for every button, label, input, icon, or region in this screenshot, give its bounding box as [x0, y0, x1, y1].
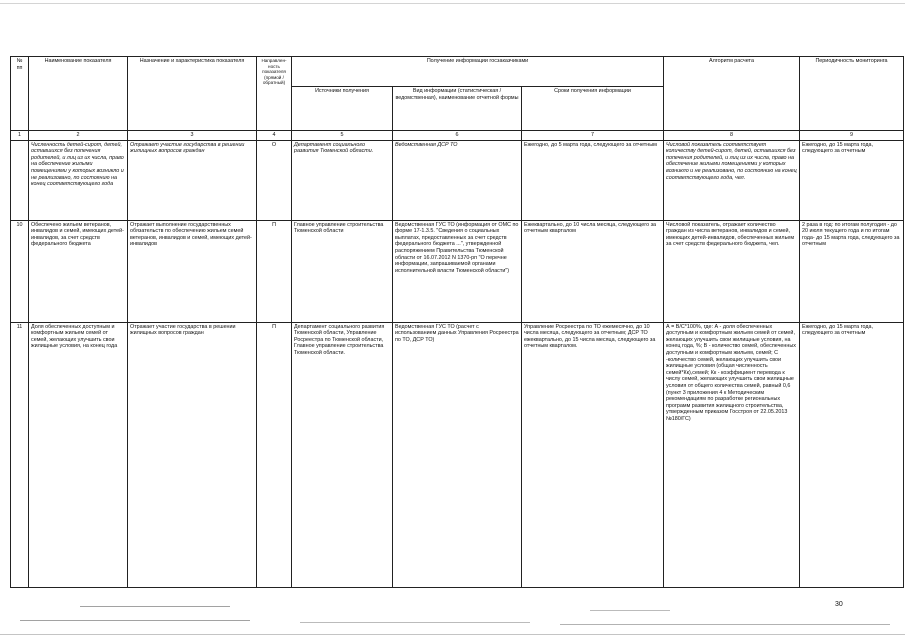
monitoring-periodicity: 2 раза в год: по итогам полугодия - до 20 июля текущего года и по итогам года- до 15 марта года, следующего за отчетным [800, 220, 904, 322]
header-info-terms: Сроки получения информации [522, 87, 664, 131]
scan-artifact [300, 622, 530, 623]
row-number: 10 [11, 220, 29, 322]
scan-artifact [80, 606, 230, 607]
info-terms: Ежегодно, до 5 марта года, следующего за отчетным [522, 140, 664, 220]
info-source: Департамент социального развития Тюменской области. [292, 140, 393, 220]
header-periodicity: Периодичность мониторинга [800, 57, 904, 131]
indicator-purpose: Отражает выполнение государственных обязательств по обеспечению жильем семей ветеранов, инвалидов и семей, имеющих детей-инвалидов [128, 220, 257, 322]
header-no: № пп [11, 57, 29, 131]
scan-artifact [590, 610, 670, 611]
header-direction: Направлен-ность показателя (прямой / обратный) [257, 57, 292, 131]
column-number: 1 [11, 131, 29, 141]
indicator-purpose: Отражает участие государства в решении жилищных вопросов граждан [128, 140, 257, 220]
column-number: 5 [292, 131, 393, 141]
header-purpose: Назначение и характеристика показателя [128, 57, 257, 131]
column-number: 4 [257, 131, 292, 141]
info-source: Главное управление строительства Тюменской области [292, 220, 393, 322]
indicator-purpose: Отражает участие государства в решении жилищных вопросов граждан [128, 322, 257, 587]
column-number-row [11, 131, 904, 141]
scan-edge-bottom [0, 634, 905, 635]
scan-artifact [20, 620, 250, 621]
row-number: 11 [11, 322, 29, 587]
info-type: Ведомственная ГУС ТО (расчет с использованием данных Управления Росреестра по ТО, ДСР ТО) [393, 322, 522, 587]
header-indicator-name: Наименование показателя [29, 57, 128, 131]
monitoring-periodicity: Ежегодно, до 15 марта года, следующего за отчетным [800, 140, 904, 220]
column-number: 9 [800, 131, 904, 141]
indicator-direction: П [257, 322, 292, 587]
indicator-name: Численность детей-сирот, детей, оставшихся без попечения родителей, и лиц из их числа, право на обеспечение жилыми помещениями у которых возникло и не реализовано, по состоянию на конец соответствующего года [29, 140, 128, 220]
column-number: 6 [393, 131, 522, 141]
info-type: Ведомственная ГУС ТО (информация от ОМС по форме 17-1.3.5. "Сведения о социальных выплатах, предоставленных за счет средств федерального бюджета ...", утвержденной распоряжением Правительства Тюменской области от 16.07.2012 N 1370-рп "О перечне информации, запрашиваемой органами исполнительной власти Тюменской области") [393, 220, 522, 322]
calc-algorithm: А = В/С*100%, где: А - доля обеспеченных доступным и комфортным жильем семей от семей, желающих улучшить свои жилищные условия, на конец года, %; В - количество семей, обеспеченных доступным и комфортным жильем, семей; С -количество семей, желающих улучшить свои жилищные условия (общая численность семей*Кк),семей; Кк - коэффициент перевода к числу семей, желающих улучшить свои жилищные условия от общего количества семей, равный 0,6 (пункт 3 приложения 4 к Методическим рекомендациям по разработке региональных программ развития жилищного строительства, утвержденным приказом Госстроя от 22.05.2013 №180/ГС) [664, 322, 800, 587]
table-row [11, 220, 904, 322]
table-row [11, 140, 904, 220]
column-number: 3 [128, 131, 257, 141]
indicator-direction: П [257, 220, 292, 322]
monitoring-table [10, 56, 904, 588]
table-row [11, 322, 904, 587]
info-terms: Управление Росреестра по ТО ежемесячно, до 10 числа месяца, следующего за отчетным; ДСР ТО ежеквартально, до 15 числа месяца, следующего за отчетным кварталом. [522, 322, 664, 587]
indicator-name: Доля обеспеченных доступным и комфортным жильем семей от семей, желающих улучшить свои жилищные условия, на конец года [29, 322, 128, 587]
indicator-direction: О [257, 140, 292, 220]
scan-artifact [560, 624, 890, 625]
header-sources: Источники получения [292, 87, 393, 131]
page-number: 30 [835, 601, 843, 608]
indicator-name: Обеспечено жильем ветеранов, инвалидов и семей, имеющих детей-инвалидов, за счет средств федерального бюджета [29, 220, 128, 322]
calc-algorithm: Числовой показатель, отражает количество граждан из числа ветеранов, инвалидов и семей, имеющих детей-инвалидов, обеспеченных жильем за счет средств федерального бюджета, чел. [664, 220, 800, 322]
header-row-1 [11, 57, 904, 87]
monitoring-periodicity: Ежегодно, до 15 марта года, следующего за отчетным [800, 322, 904, 587]
calc-algorithm: Числовой показатель соответствует количеству детей-сирот, детей, оставшихся без попечения родителей, и лиц из их числа, право на обеспечение жилыми помещениями у которых возникло и не реализовано, по состоянию на конец соответствующего года, чел. [664, 140, 800, 220]
info-terms: Ежеквартально, до 10 числа месяца, следующего за отчетным кварталом [522, 220, 664, 322]
info-source: Департамент социального развития Тюменской области, Управление Росреестра по Тюменской области, Главное управление строительства Тюменской области. [292, 322, 393, 587]
info-type: Ведомственная ДСР ТО [393, 140, 522, 220]
column-number: 7 [522, 131, 664, 141]
header-info-type: Вид информации (статистическая / ведомственная), наименование отчетной формы [393, 87, 522, 131]
column-number: 8 [664, 131, 800, 141]
column-number: 2 [29, 131, 128, 141]
header-algorithm: Алгоритм расчета [664, 57, 800, 131]
row-number [11, 140, 29, 220]
scan-edge-top [0, 3, 905, 4]
header-info-group: Получение информации госзаказчиками [292, 57, 664, 87]
